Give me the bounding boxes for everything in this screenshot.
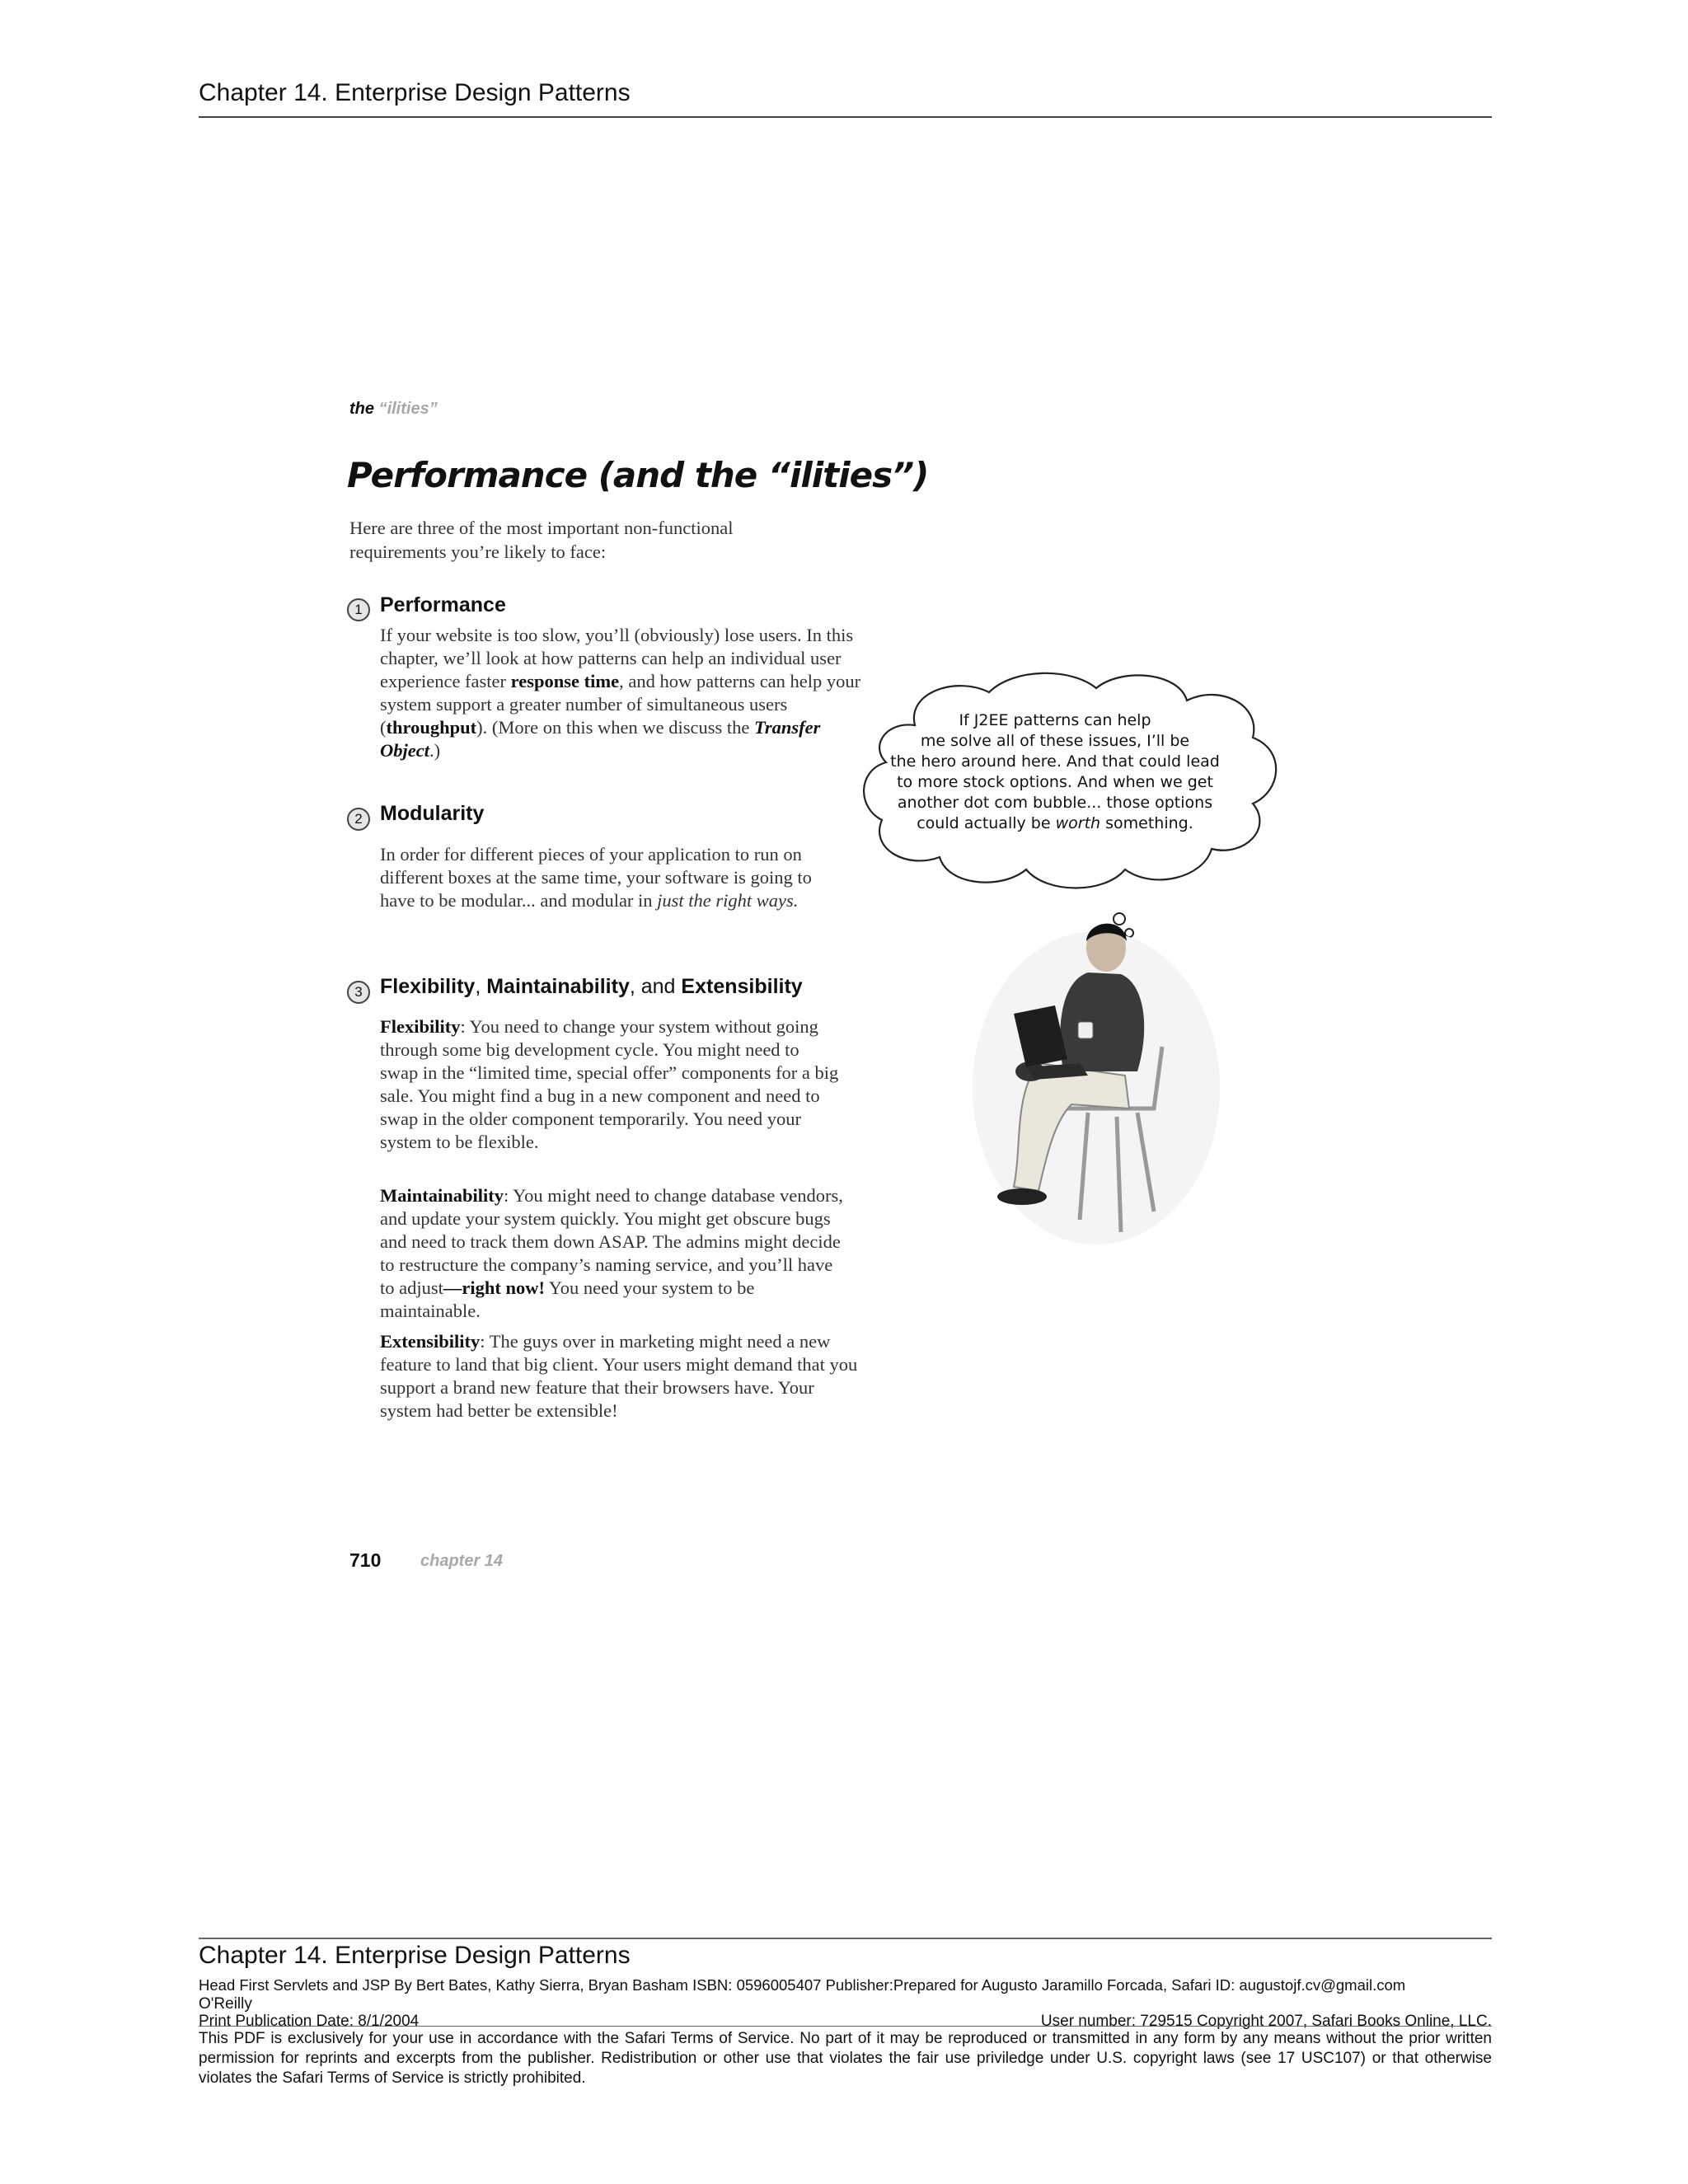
- footer-legal-notice: This PDF is exclusively for your use in accordance with the Safari Terms of Service. No part of it may be reproduced or transmitted in any form by any means without the prior written permission for reprints and excerpts from the publisher. Redistribution or other use that violates the fair use priviledge under U.S. copyright laws (see 17 USC107) or that otherwise violates the Safari Terms of Service is strictly prohibited.: [199, 2030, 1492, 2087]
- bold-term: —right now!: [443, 1277, 545, 1298]
- bubble-line: [874, 813, 1236, 834]
- intro-line: requirements you’re likely to face:: [349, 541, 607, 562]
- text-run: In order for different pieces of your application to run on different boxes at the same time, your software is going to have to be modular... and modular in: [380, 844, 812, 911]
- header-rule: [199, 116, 1492, 118]
- flexibility-paragraph: [380, 1015, 842, 1154]
- intro-paragraph: [349, 516, 860, 564]
- section-heading-text: Modularity: [380, 802, 485, 825]
- running-head-prefix: the: [349, 400, 374, 418]
- term-label: Maintainability: [380, 1185, 504, 1206]
- heading-word: Flexibility: [380, 975, 476, 998]
- term-label: Flexibility: [380, 1016, 461, 1037]
- bold-term: response time: [510, 671, 620, 691]
- footer-chapter-title: Chapter 14. Enterprise Design Patterns: [199, 1942, 631, 1969]
- text-run: ). (More on this when we discuss the: [476, 717, 754, 738]
- folio-chapter: chapter 14: [420, 1552, 504, 1570]
- performance-paragraph: [380, 624, 870, 762]
- maintainability-paragraph: [380, 1184, 851, 1323]
- header-chapter-title: Chapter 14. Enterprise Design Patterns: [199, 79, 631, 106]
- page-heading: Performance (and the “ilities”): [347, 455, 929, 495]
- bubble-line: to more stock options. And when we get: [897, 773, 1213, 791]
- section-heading-performance: [380, 593, 506, 617]
- section-heading-flexibility: [380, 975, 803, 999]
- text-run: : You need to change your system without going through some big development cycle. You might need to swap in the “limited time, special offer” components for a big sale. You might find a bug in a new component and need to swap in the older component temporarily. You need your system to be flexible.: [380, 1016, 839, 1152]
- footer-rule: [199, 2026, 1492, 2027]
- text-run: : The guys over in marketing might need a new feature to land that big client. Your users might demand that you support a brand new feature that their browsers have. Your system had better be extensible!: [380, 1331, 858, 1421]
- footer-dates-row: [199, 2012, 1492, 2031]
- bubble-line: me solve all of these issues, I’ll be: [920, 732, 1190, 750]
- heading-separator: ,: [475, 975, 487, 998]
- italic-term: worth: [1055, 814, 1101, 832]
- extensibility-paragraph: [380, 1330, 860, 1422]
- cup: [1078, 1022, 1093, 1038]
- text-run: , and how patterns can help your system support a greater number of simultaneous users (: [380, 671, 861, 738]
- running-head-topic: “ilities”: [378, 400, 438, 418]
- text-run: If your website is too slow, you’ll (obviously) lose users. In this chapter, we’ll look at how patterns can help an individual user experience faster: [380, 625, 854, 691]
- footer-book-line: Head First Servlets and JSP By Bert Bates, Kathy Sierra, Bryan Basham ISBN: 0596005407 Publisher:Prepared for Augusto Jaramillo Forcada, Safari ID: augustojf.cv@gmail.com: [199, 1976, 1406, 1994]
- bubble-line: another dot com bubble... those options: [897, 794, 1213, 812]
- intro-line: Here are three of the most important non-functional: [349, 518, 734, 538]
- text-run: You need your system to be maintainable.: [380, 1277, 755, 1321]
- heading-word: Extensibility: [681, 975, 803, 998]
- section-heading-modularity: [380, 802, 484, 826]
- bubble-line: the hero around here. And that could lead: [890, 752, 1220, 771]
- man-with-laptop-illustration: [964, 907, 1228, 1253]
- modularity-paragraph: [380, 843, 850, 912]
- text-run: could actually be: [917, 814, 1056, 832]
- italic-term: just the right ways.: [657, 890, 799, 911]
- thought-bubble-text: [874, 710, 1236, 834]
- bold-term: throughput: [386, 717, 477, 738]
- footer-user-line: User number: 729515 Copyright 2007, Safari Books Online, LLC.: [1040, 2013, 1492, 2030]
- text-run: something.: [1100, 814, 1193, 832]
- footer-print-date: Print Publication Date: 8/1/2004: [199, 2013, 420, 2030]
- term-label: Extensibility: [380, 1331, 481, 1352]
- footer-publisher: O'Reilly: [199, 1995, 252, 2013]
- section-number-badge: 3: [347, 981, 370, 1004]
- section-number-badge: 1: [347, 598, 370, 621]
- bubble-line: If J2EE patterns can help: [959, 711, 1151, 729]
- text-run: : You might need to change database vendors, and update your system quickly. You might get obscure bugs and need to track them down ASAP. The admins might decide to restructure the company’s naming service, and you’ll have to adjust: [380, 1185, 843, 1298]
- page-number: 710: [349, 1549, 382, 1571]
- heading-separator: , and: [629, 975, 682, 998]
- running-head: [349, 400, 438, 419]
- shoe: [997, 1188, 1047, 1205]
- text-run: .): [429, 740, 441, 761]
- heading-word: Maintainability: [486, 975, 630, 998]
- section-heading-text: Performance: [380, 593, 506, 616]
- bold-italic-term: Transfer Object: [380, 717, 821, 761]
- footer-rule: [199, 1938, 1492, 1939]
- section-number-badge: 2: [347, 808, 370, 831]
